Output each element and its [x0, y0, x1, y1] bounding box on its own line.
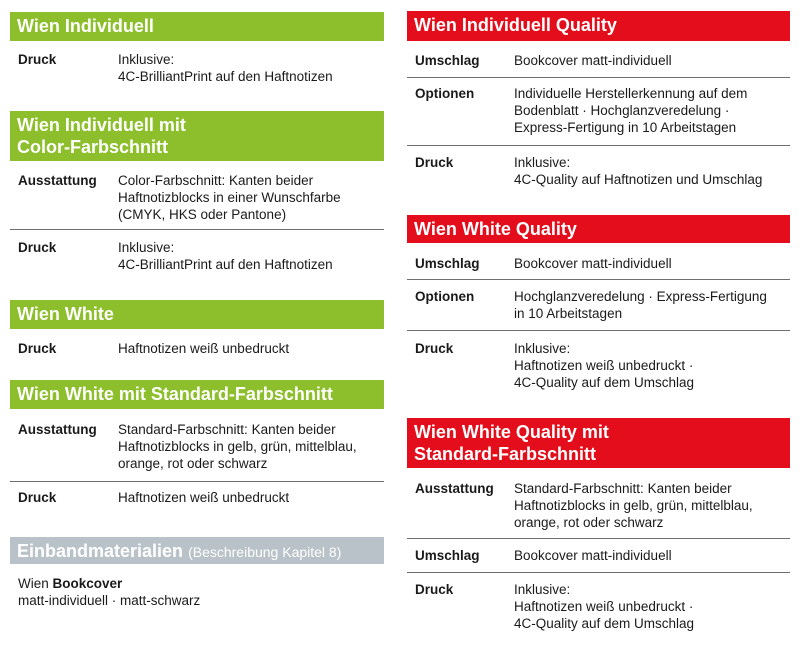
row-divider	[10, 481, 384, 482]
value-line: Color-Farbschnitt: Kanten beider	[118, 173, 314, 188]
row-value	[514, 255, 788, 272]
value-line: Haftnotizen weiß unbedruckt	[118, 490, 290, 505]
section-wien-individuell-quality	[407, 11, 790, 187]
value-line: (CMYK, HKS oder Pantone)	[118, 207, 287, 222]
value-line: Haftnotizen weiß unbedruckt ·	[514, 358, 694, 373]
material-text	[18, 575, 200, 609]
row-value	[118, 421, 380, 472]
section-wien-individuell	[10, 12, 384, 84]
material-prefix: Wien	[18, 576, 53, 591]
section-header: Wien White Quality	[407, 215, 790, 243]
row-label: Druck	[18, 240, 57, 255]
row-label: Druck	[415, 582, 454, 597]
section-header	[10, 537, 384, 564]
section-wien-white-quality-standard	[407, 418, 790, 631]
value-line: Haftnotizblocks in einer Wunschfarbe	[118, 190, 341, 205]
value-line: Bookcover matt-individuell	[514, 256, 672, 271]
row-value	[118, 51, 380, 85]
section-header: Wien White	[10, 300, 384, 329]
value-line: Bookcover matt-individuell	[514, 548, 672, 563]
section-header	[10, 111, 384, 161]
value-line: Bookcover matt-individuell	[514, 53, 672, 68]
section-header: Wien White mit Standard-Farbschnitt	[10, 380, 384, 409]
row-divider	[10, 229, 384, 230]
row-divider	[407, 77, 790, 78]
row-divider	[407, 145, 790, 146]
header-line: Color-Farbschnitt	[17, 137, 168, 157]
value-line: 4C-Quality auf dem Umschlag	[514, 616, 695, 631]
value-line: Individuelle Herstellerkennung auf dem	[514, 86, 748, 101]
value-line: 4C-BrilliantPrint auf den Haftnotizen	[118, 257, 333, 272]
material-name: Bookcover	[52, 576, 123, 591]
row-value	[514, 480, 788, 531]
value-line: Inklusive:	[118, 52, 175, 67]
row-label: Umschlag	[415, 53, 480, 68]
value-line: Standard-Farbschnitt: Kanten beider	[514, 481, 732, 496]
row-value	[514, 581, 788, 632]
section-wien-white-quality	[407, 215, 790, 390]
value-line: Bodenblatt · Hochglanzveredelung ·	[514, 103, 730, 118]
value-line: Inklusive:	[514, 341, 571, 356]
value-line: Haftnotizblocks in gelb, grün, mittelblau,	[514, 498, 753, 513]
header-subtitle: (Beschreibung Kapitel 8)	[188, 544, 342, 560]
section-wien-individuell-color	[10, 111, 384, 272]
row-value	[514, 85, 788, 136]
header-line: Wien White Quality mit	[414, 422, 609, 442]
row-divider	[407, 330, 790, 331]
value-line: Express-Fertigung in 10 Arbeitstagen	[514, 120, 737, 135]
row-value	[514, 154, 788, 188]
header-title: Einbandmaterialien	[17, 541, 184, 561]
row-value	[514, 52, 788, 69]
row-label: Druck	[18, 52, 57, 67]
row-label: Druck	[415, 155, 454, 170]
row-value	[514, 547, 788, 564]
row-value	[118, 239, 380, 273]
value-line: 4C-Quality auf dem Umschlag	[514, 375, 695, 390]
value-line: Hochglanzveredelung · Express-Fertigung	[514, 289, 767, 304]
row-label: Optionen	[415, 289, 475, 304]
row-label: Optionen	[415, 86, 475, 101]
section-header: Wien Individuell Quality	[407, 11, 790, 41]
row-label: Ausstattung	[415, 481, 494, 496]
value-line: Haftnotizen weiß unbedruckt	[118, 341, 290, 356]
row-divider	[407, 572, 790, 573]
value-line: 4C-Quality auf Haftnotizen und Umschlag	[514, 172, 763, 187]
value-line: Inklusive:	[118, 240, 175, 255]
value-line: in 10 Arbeitstagen	[514, 306, 623, 321]
value-line: Standard-Farbschnitt: Kanten beider	[118, 422, 336, 437]
value-line: Haftnotizen weiß unbedruckt ·	[514, 599, 694, 614]
row-label: Druck	[18, 490, 57, 505]
row-divider	[407, 538, 790, 539]
row-label: Umschlag	[415, 548, 480, 563]
material-options: matt-individuell · matt-schwarz	[18, 593, 201, 608]
row-value	[118, 340, 380, 357]
row-value	[514, 288, 788, 322]
value-line: Inklusive:	[514, 582, 571, 597]
value-line: Inklusive:	[514, 155, 571, 170]
row-value	[514, 340, 788, 391]
value-line: 4C-BrilliantPrint auf den Haftnotizen	[118, 69, 333, 84]
header-line: Standard-Farbschnitt	[414, 444, 597, 464]
value-line: Haftnotizblocks in gelb, grün, mittelblau,	[118, 439, 357, 454]
row-label: Druck	[415, 341, 454, 356]
header-line: Wien Individuell mit	[17, 115, 186, 135]
value-line: orange, rot oder schwarz	[514, 515, 664, 530]
row-value	[118, 489, 380, 506]
section-header	[407, 418, 790, 468]
row-label: Ausstattung	[18, 173, 97, 188]
section-wien-white	[10, 300, 384, 356]
row-label: Umschlag	[415, 256, 480, 271]
row-divider	[407, 279, 790, 280]
section-header: Wien Individuell	[10, 12, 384, 41]
section-einbandmaterialien	[10, 537, 384, 608]
section-wien-white-standard	[10, 380, 384, 505]
row-label: Ausstattung	[18, 422, 97, 437]
value-line: orange, rot oder schwarz	[118, 456, 268, 471]
row-label: Druck	[18, 341, 57, 356]
row-value	[118, 172, 380, 223]
